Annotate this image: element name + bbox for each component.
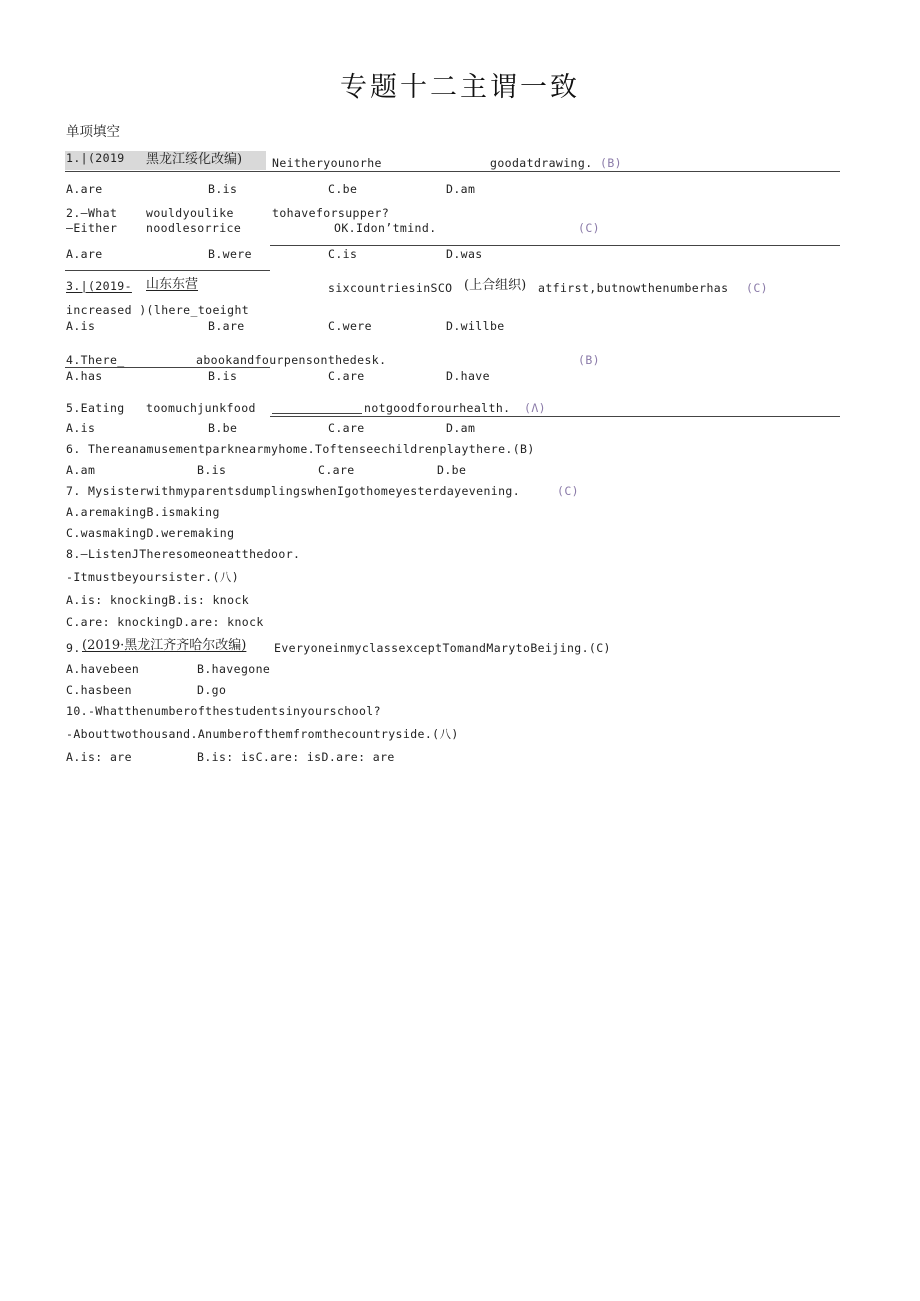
- option-a: A.is: are: [66, 750, 132, 764]
- question-source: (2019·黑龙江齐齐哈尔改编): [82, 638, 247, 653]
- answer-line: [270, 171, 840, 172]
- option-a: A.havebeen: [66, 662, 140, 676]
- answer-line: [270, 245, 840, 246]
- option-d: D.am: [446, 182, 476, 196]
- question-stem: OK.Idon’tmind.: [334, 221, 437, 235]
- option-d: D.was: [446, 247, 483, 261]
- answer-line: [65, 171, 270, 172]
- option-a: A.is: [66, 421, 96, 435]
- answer-line: [65, 270, 270, 271]
- option-c: C.hasbeen: [66, 683, 132, 697]
- option-d: D.am: [446, 421, 476, 435]
- option-b: B.is: [197, 463, 227, 477]
- question-stem: atfirst,butnowthenumberhas: [538, 281, 729, 295]
- answer-key: (C): [578, 221, 600, 235]
- answer-key: (B): [600, 156, 622, 170]
- question-stem: -Abouttwothousand.Anumberofthemfromthecountryside.(八): [66, 727, 459, 741]
- options-row: A.aremakingB.ismaking: [66, 505, 220, 519]
- question-stem: noodlesorrice: [146, 221, 242, 235]
- question-stem: abookandfourpensonthedesk.: [196, 353, 387, 367]
- answer-key: (C): [557, 484, 579, 498]
- page-title: 专题十二主谓一致: [340, 72, 580, 103]
- question-stem: 8.—ListenJTheresomeoneatthedoor.: [66, 547, 301, 561]
- options-row: B.is: isC.are: isD.are: are: [197, 750, 395, 764]
- option-d: D.be: [437, 463, 467, 477]
- answer-key: (B): [578, 353, 600, 367]
- option-a: A.is: [66, 319, 96, 333]
- option-c: C.are: [328, 421, 365, 435]
- question-stem: 7. MysisterwithmyparentsdumplingswhenIgothomeyesterdayevening.: [66, 484, 521, 498]
- question-stem: increased )(lhere_toeight: [66, 303, 250, 317]
- question-stem: goodatdrawing.: [490, 156, 593, 170]
- question-stem: 4.There_: [66, 353, 125, 367]
- answer-blank: [272, 413, 362, 414]
- question-stem: sixcountriesinSCO: [328, 281, 453, 295]
- question-stem: Neitheryounorhe: [272, 156, 382, 170]
- option-a: A.are: [66, 182, 103, 196]
- option-a: A.am: [66, 463, 96, 477]
- option-c: C.be: [328, 182, 358, 196]
- question-source: 山东东营: [146, 277, 199, 292]
- question-stem: —Either: [66, 221, 118, 235]
- question-number: 9.: [66, 641, 81, 655]
- option-c: C.are: [328, 369, 365, 383]
- options-row: C.wasmakingD.weremaking: [66, 526, 235, 540]
- answer-line: [270, 416, 840, 417]
- question-number: 3.|(2019-: [66, 279, 132, 293]
- option-b: B.is: [208, 369, 238, 383]
- option-a: A.has: [66, 369, 103, 383]
- question-stem: 6. Thereanamusementparknearmyhome.Toftenseechildrenplaythere.(B): [66, 442, 535, 456]
- option-b: B.are: [208, 319, 245, 333]
- options-row: A.is: knockingB.is: knock: [66, 593, 250, 607]
- question-stem: EveryoneinmyclassexceptTomandMarytoBeijing.(C): [274, 641, 611, 655]
- option-b: B.is: [208, 182, 238, 196]
- answer-line: [65, 367, 270, 368]
- question-stem: -Itmustbeyoursister.(八): [66, 570, 240, 584]
- answer-key: (C): [746, 281, 768, 295]
- question-stem: wouldyoulike: [146, 206, 234, 220]
- option-d: D.go: [197, 683, 227, 697]
- option-c: C.were: [328, 319, 372, 333]
- option-d: D.willbe: [446, 319, 505, 333]
- option-b: B.be: [208, 421, 238, 435]
- question-number: 1.|(2019: [66, 151, 125, 165]
- question-stem: (上合组织): [464, 278, 527, 293]
- option-c: C.is: [328, 247, 358, 261]
- question-stem: 2.—What: [66, 206, 118, 220]
- option-b: B.were: [208, 247, 252, 261]
- question-stem: tohaveforsupper?: [272, 206, 390, 220]
- options-row: C.are: knockingD.are: knock: [66, 615, 264, 629]
- question-source: 黑龙江绥化改编): [146, 152, 243, 167]
- question-stem: 5.Eating: [66, 401, 125, 415]
- question-stem: notgoodforourhealth.: [364, 401, 511, 415]
- question-stem: toomuchjunkfood: [146, 401, 256, 415]
- option-b: B.havegone: [197, 662, 271, 676]
- option-d: D.have: [446, 369, 490, 383]
- section-heading: 单项填空: [66, 124, 120, 140]
- question-stem: 10.-Whatthenumberofthestudentsinyourschool?: [66, 704, 381, 718]
- option-c: C.are: [318, 463, 355, 477]
- option-a: A.are: [66, 247, 103, 261]
- answer-key: (Λ): [524, 401, 546, 415]
